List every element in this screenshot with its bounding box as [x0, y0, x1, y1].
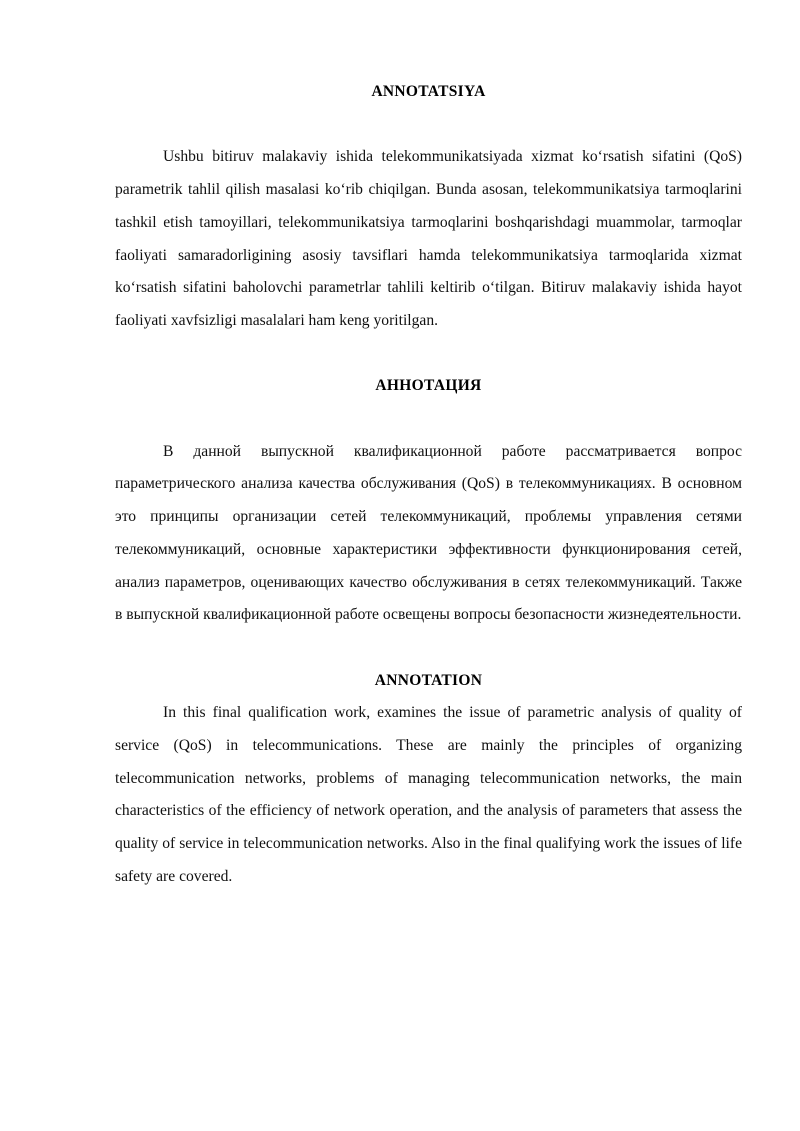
spacer-before-russian-heading	[115, 338, 742, 371]
spacer-before-english-heading	[115, 632, 742, 665]
top-margin-spacer	[115, 0, 742, 76]
spacer-after-russian-heading	[115, 403, 742, 436]
spacer-after-uzbek-heading	[115, 109, 742, 142]
heading-annotation: ANNOTATION	[374, 671, 483, 689]
paragraph-annotatsiya-uzbek: Ushbu bitiruv malakaviy ishida telekommunikatsiyada xizmat ko‘rsatish sifatini (QoS) parametrik tahlil qilish masalasi ko‘rib chiqilgan. Bunda asosan, telekommunikatsiya tarmoqlarini tashkil etish tamoyillari, telekommunikatsiya tarmoqlarini boshqarishdagi muammolar, tarmoqlar faoliyati samaradorligining asosiy tavsiflari hamda telekommunikatsiya tarmoqlarida xizmat ko‘rsatish sifatini baholovchi parametrlar tahlili keltirib o‘tilgan. Bitiruv malakaviy ishida hayot faoliyati xavfsizligi masalalari ham keng yoritilgan.	[115, 148, 742, 329]
paragraph-annotation-english: In this final qualification work, examines the issue of parametric analysis of quality of service (QoS) in telecommunications. These are mainly the principles of organizing telecommunication networks, problems of managing telecommunication networks, the main characteristics of the efficiency of network operation, and the analysis of parameters that assess the quality of service in telecommunication networks. Also in the final qualifying work the issues of life safety are covered.	[115, 704, 742, 885]
paragraph-annotaciya-russian: В данной выпускной квалификационной работе рассматривается вопрос параметрического анализа качества обслуживания (QoS) в телекоммуникациях. В основном это принципы организации сетей телекоммуникаций, проблемы управления сетями телекоммуникаций, основные характеристики эффективности функционирования сетей, анализ параметров, оценивающих качество обслуживания в сетях телекоммуникаций. Также в выпускной квалификационной работе освещены вопросы безопасности жизнедеятельности.	[115, 442, 742, 624]
heading-annotatsiya: ANNOTATSIYA	[371, 83, 486, 100]
document-text-block	[115, 0, 742, 894]
heading-annotaciya: АННОТАЦИЯ	[375, 377, 482, 395]
